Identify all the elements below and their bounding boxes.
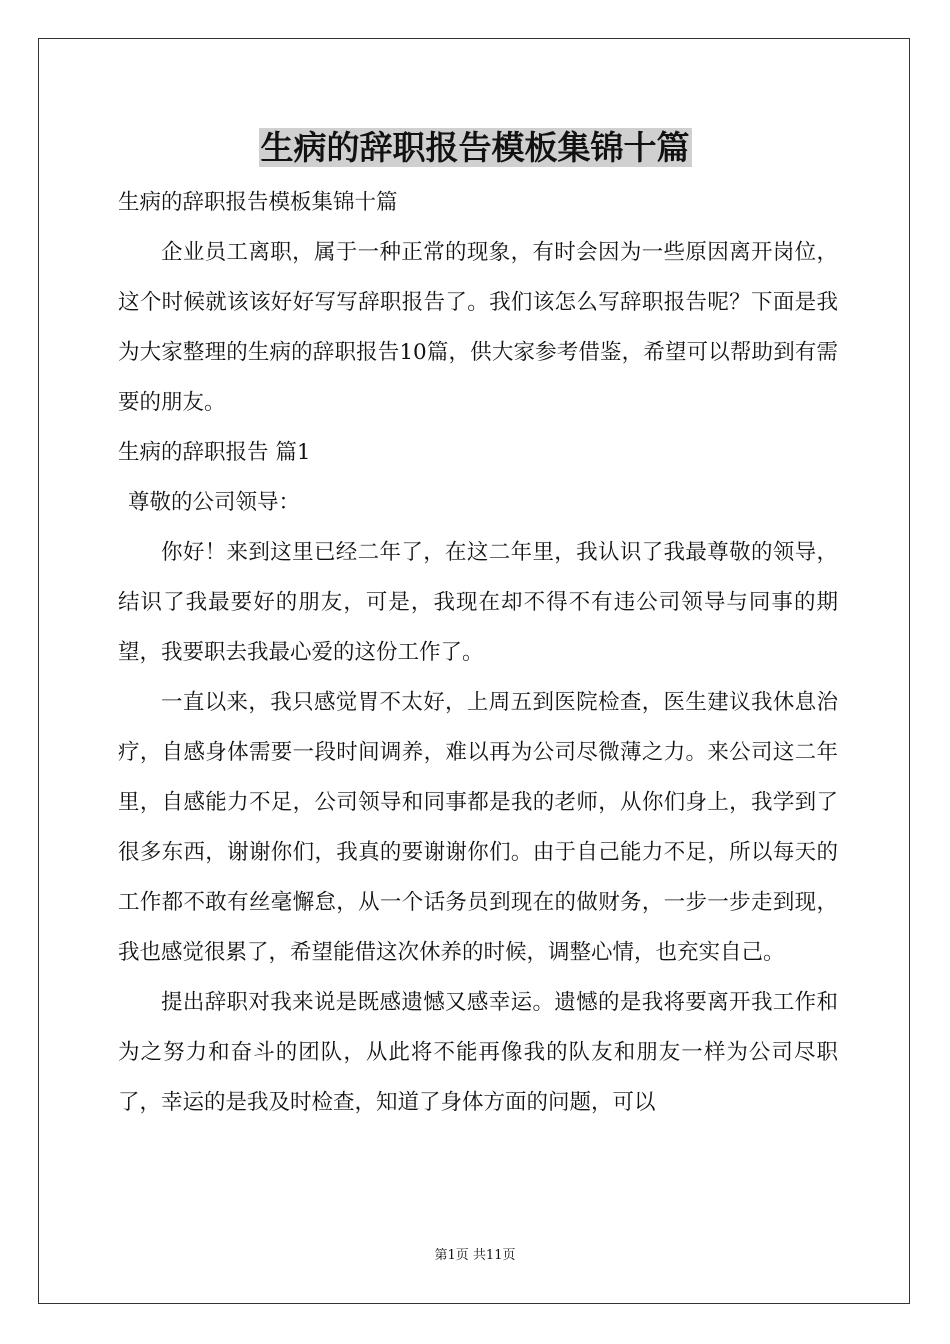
page-footer: 第1页 共11页 bbox=[434, 1248, 516, 1263]
body-paragraph: 一直以来，我只感觉胃不太好，上周五到医院检查，医生建议我休息治疗，自感身体需要一段时间调养，难以再为公司尽微薄之力。来公司这二年里，自感能力不足，公司领导和同事都是我的老师，从你们身上，我学到了很多东西，谢谢你们，我真的要谢谢你们。由于自己能力不足，所以每天的工作都不敢有丝毫懈怠，从一个话务员到现在的做财务，一步一步走到现，我也感觉很累了，希望能借这次休养的时候，调整心情，也充实自己。 bbox=[118, 690, 838, 965]
body-paragraph: 你好！来到这里已经二年了，在这二年里，我认识了我最尊敬的领导，结识了我最要好的朋友，可是，我现在却不得不有违公司领导与同事的期望，我要职去我最心爱的这份工作了。 bbox=[118, 540, 838, 665]
body-paragraph: 提出辞职对我来说是既感遗憾又感幸运。遗憾的是我将要离开我工作和为之努力和奋斗的团队，从此将不能再像我的队友和朋友一样为公司尽职了，幸运的是我及时检查，知道了身体方面的问题，可以 bbox=[118, 990, 838, 1115]
section-heading: 生病的辞职报告 篇1 bbox=[118, 440, 311, 465]
document-title bbox=[0, 124, 950, 172]
document-body bbox=[118, 178, 838, 1128]
intro-paragraph: 企业员工离职，属于一种正常的现象，有时会因为一些原因离开岗位，这个时候就该该好好写写辞职报告了。我们该怎么写辞职报告呢？下面是我为大家整理的生病的辞职报告10篇，供大家参考借鉴，希望可以帮助到有需要的朋友。 bbox=[118, 240, 838, 415]
document-title-text: 生病的辞职报告模板集锦十篇 bbox=[260, 128, 690, 167]
document-subtitle: 生病的辞职报告模板集锦十篇 bbox=[118, 190, 398, 215]
salutation: 尊敬的公司领导： bbox=[128, 490, 301, 515]
